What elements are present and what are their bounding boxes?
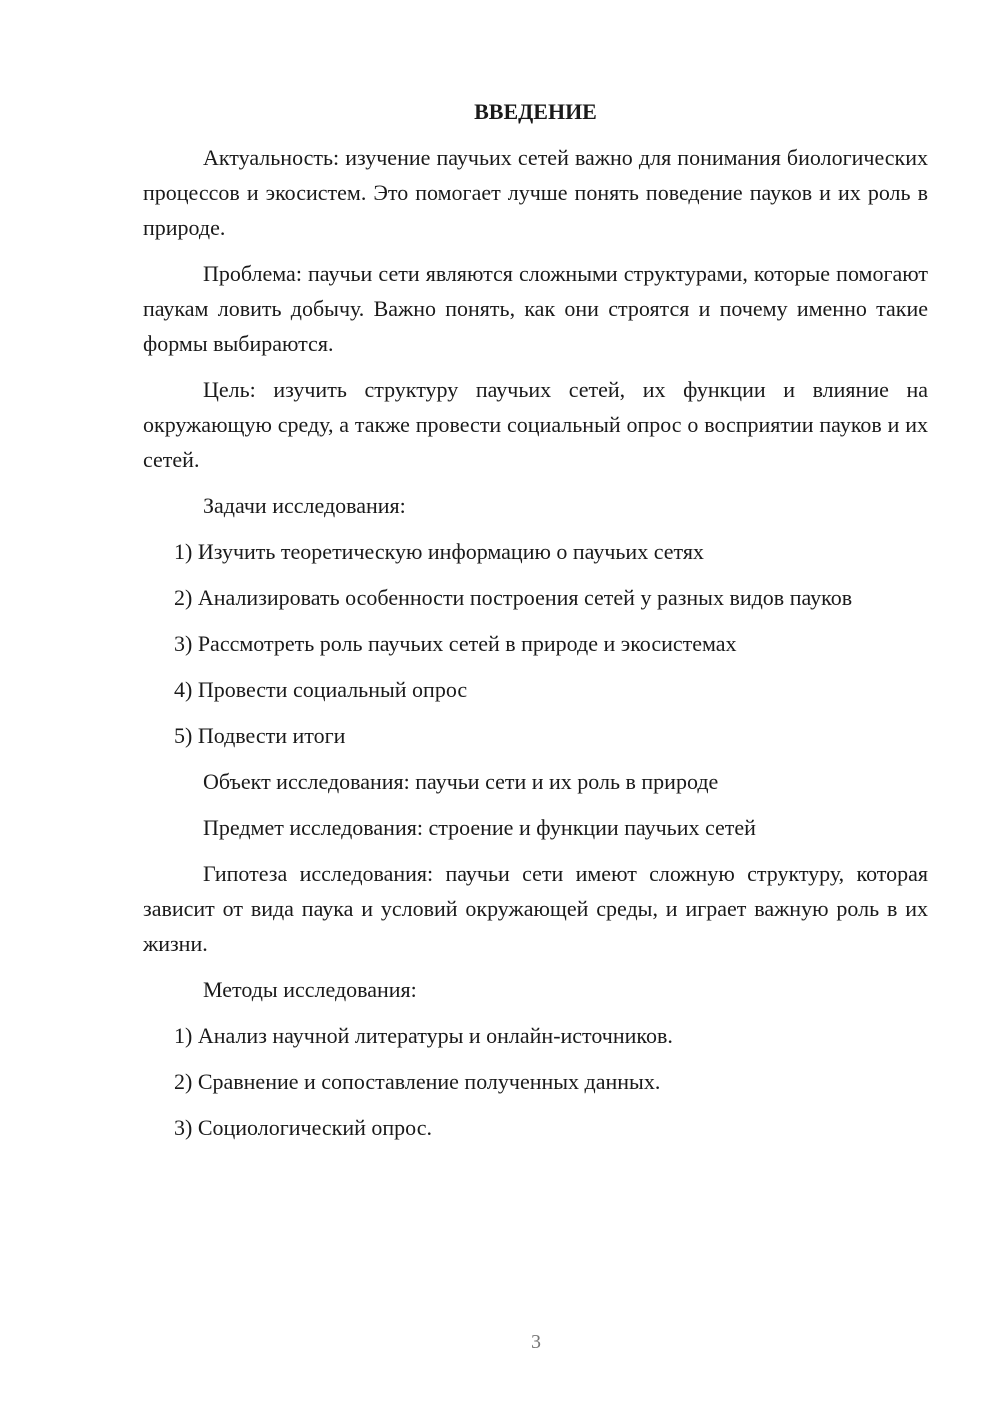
task-item: 1) Изучить теоретическую информацию о паучьих сетях [174, 539, 704, 564]
object-paragraph: Объект исследования: паучьи сети и их роль в природе [203, 769, 719, 794]
section-title: ВВЕДЕНИЕ [474, 99, 597, 124]
tasks-heading: Задачи исследования: [203, 493, 406, 518]
task-item: 4) Провести социальный опрос [174, 677, 468, 702]
hypothesis-paragraph: Гипотеза исследования: паучьи сети имеют сложную структуру, которая зависит от вида паука и условий окружающей среды, и играет важную роль в их жизни. [143, 861, 928, 956]
goal-paragraph: Цель: изучить структуру паучьих сетей, их функции и влияние на окружающую среду, а также провести социальный опрос о восприятии пауков и их сетей. [143, 377, 928, 472]
method-item: 3) Социологический опрос. [174, 1115, 432, 1140]
method-item: 2) Сравнение и сопоставление полученных данных. [174, 1069, 661, 1094]
task-item: 5) Подвести итоги [174, 723, 346, 748]
methods-heading: Методы исследования: [203, 977, 417, 1002]
relevance-paragraph: Актуальность: изучение паучьих сетей важно для понимания биологических процессов и экосистем. Это помогает лучше понять поведение пауков и их роль в природе. [143, 145, 928, 240]
page-number: 3 [531, 1331, 541, 1353]
subject-paragraph: Предмет исследования: строение и функции паучьих сетей [203, 815, 756, 840]
method-item: 1) Анализ научной литературы и онлайн-источников. [174, 1023, 673, 1048]
task-item: 2) Анализировать особенности построения сетей у разных видов пауков [174, 585, 853, 610]
task-item: 3) Рассмотреть роль паучьих сетей в природе и экосистемах [174, 631, 737, 656]
document-body [143, 94, 928, 1156]
problem-paragraph: Проблема: паучьи сети являются сложными структурами, которые помогают паукам ловить добычу. Важно понять, как они строятся и почему именно такие формы выбираются. [143, 261, 928, 356]
